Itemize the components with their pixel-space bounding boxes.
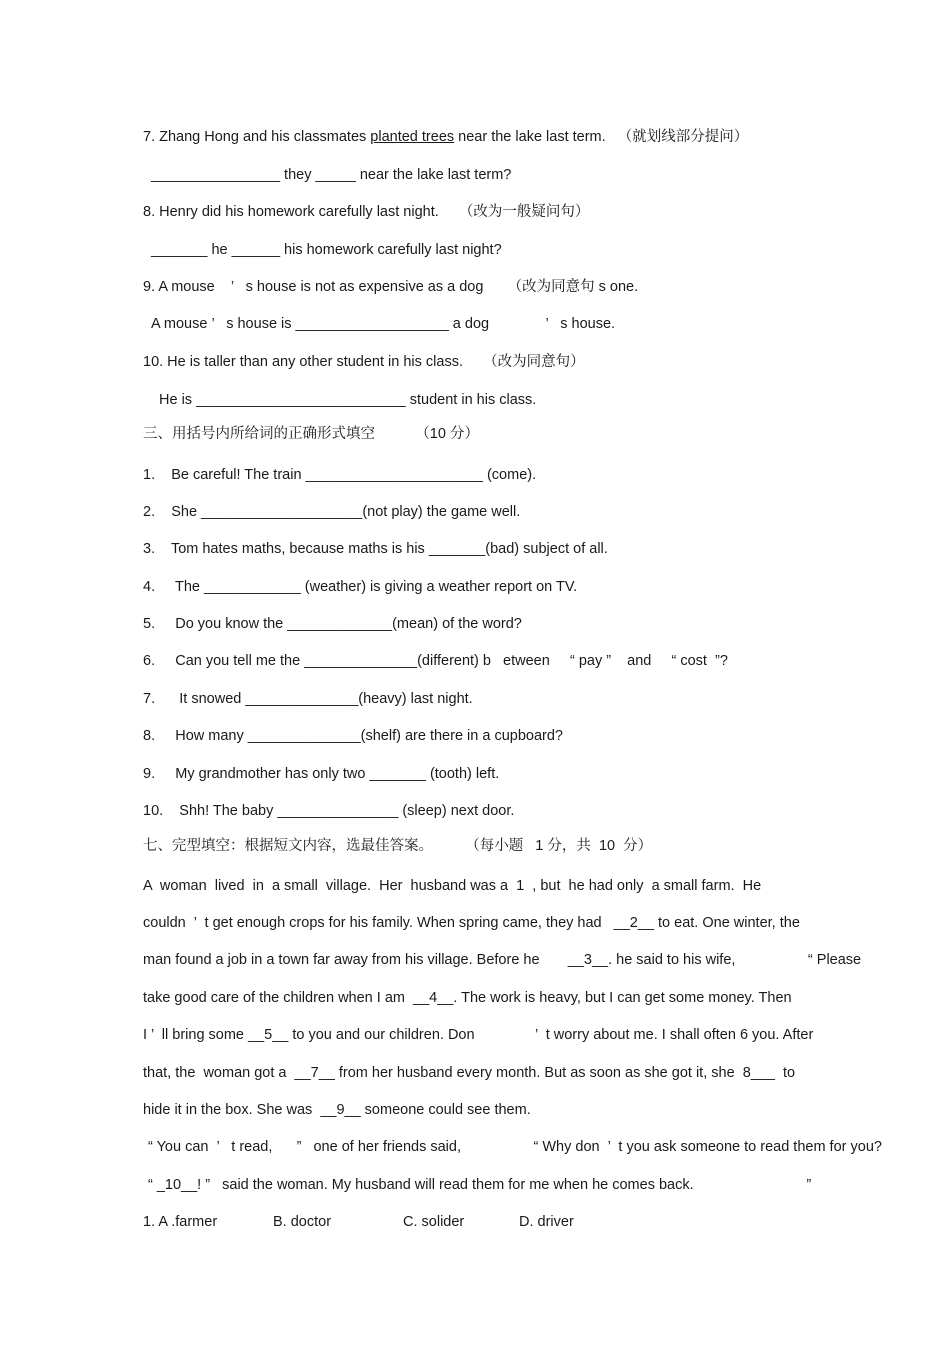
question-10: 10. He is taller than any other student in his class. （改为同意句）	[143, 354, 585, 370]
passage-line: man found a job in a town far away from his village. Before he __3__. he said to his wife, “ Please	[143, 952, 862, 968]
passage-line: A woman lived in a small village. Her husband was a 1 , but he had only a small farm. He	[143, 878, 762, 894]
section-3-item: 8. How many ______________(shelf) are there in a cupboard?	[143, 728, 563, 744]
question-7: 7. Zhang Hong and his classmates planted trees near the lake last term. （就划线部分提问）	[143, 129, 749, 145]
passage-line: that, the woman got a __7__ from her husband every month. But as soon as she got it, she 8___ to	[143, 1065, 796, 1081]
section-3-item: 9. My grandmother has only two _______ (tooth) left.	[143, 766, 500, 782]
option-d: D. driver	[519, 1214, 574, 1230]
answer-line-8: _______ he ______ his homework carefully last night?	[151, 242, 502, 258]
passage-line: couldn ’ t get enough crops for his family. When spring came, they had __2__ to eat. One winter, the	[143, 915, 800, 931]
section-3-title: 三、用括号内所给词的正确形式填空 （10 分）	[143, 426, 479, 442]
section-3-item: 3. Tom hates maths, because maths is his _______(bad) subject of all.	[143, 541, 608, 557]
section-3-item: 4. The ____________ (weather) is giving a weather report on TV.	[143, 579, 578, 595]
section-3-item: 2. She ____________________(not play) the game well.	[143, 504, 521, 520]
answer-line-9: A mouse ’ s house is ___________________ a dog ’ s house.	[151, 316, 616, 332]
section-3-item: 5. Do you know the _____________(mean) of the word?	[143, 616, 522, 632]
section-3-item: 7. It snowed ______________(heavy) last night.	[143, 691, 473, 707]
question-8: 8. Henry did his homework carefully last night. （改为一般疑问句）	[143, 204, 590, 220]
section-3-item: 10. Shh! The baby _______________ (sleep) next door.	[143, 803, 515, 819]
passage-line: take good care of the children when I am __4__. The work is heavy, but I can get some money. Then	[143, 990, 792, 1006]
option-c: C. solider	[403, 1214, 465, 1230]
underlined-phrase: planted trees	[370, 129, 455, 145]
question-9: 9. A mouse ’ s house is not as expensive as a dog （改为同意句 s one.	[143, 279, 639, 295]
option-b: B. doctor	[273, 1214, 332, 1230]
passage-line: “ You can ’ t read, ” one of her friends said, “ Why don ’ t you ask someone to read them for you?	[148, 1139, 882, 1155]
passage-line: “ _10__! ” said the woman. My husband will read them for me when he comes back. ”	[148, 1177, 812, 1193]
passage-line: hide it in the box. She was __9__ someone could see them.	[143, 1102, 531, 1118]
section-7-title: 七、完型填空：根据短文内容，选最佳答案。 （每小题 1 分，共 10 分）	[143, 838, 653, 854]
section-3-item: 1. Be careful! The train ______________________ (come).	[143, 467, 537, 483]
passage-line: I ’ ll bring some __5__ to you and our children. Don ’ t worry about me. I shall often 6 you. After	[143, 1027, 814, 1043]
answer-line-10: He is __________________________ student in his class.	[159, 392, 537, 408]
section-3-item: 6. Can you tell me the ______________(different) b etween “ pay ” and “ cost ”?	[143, 653, 728, 669]
option-a: 1. A .farmer	[143, 1214, 218, 1230]
answer-line-7: ________________ they _____ near the lake last term?	[151, 167, 512, 183]
